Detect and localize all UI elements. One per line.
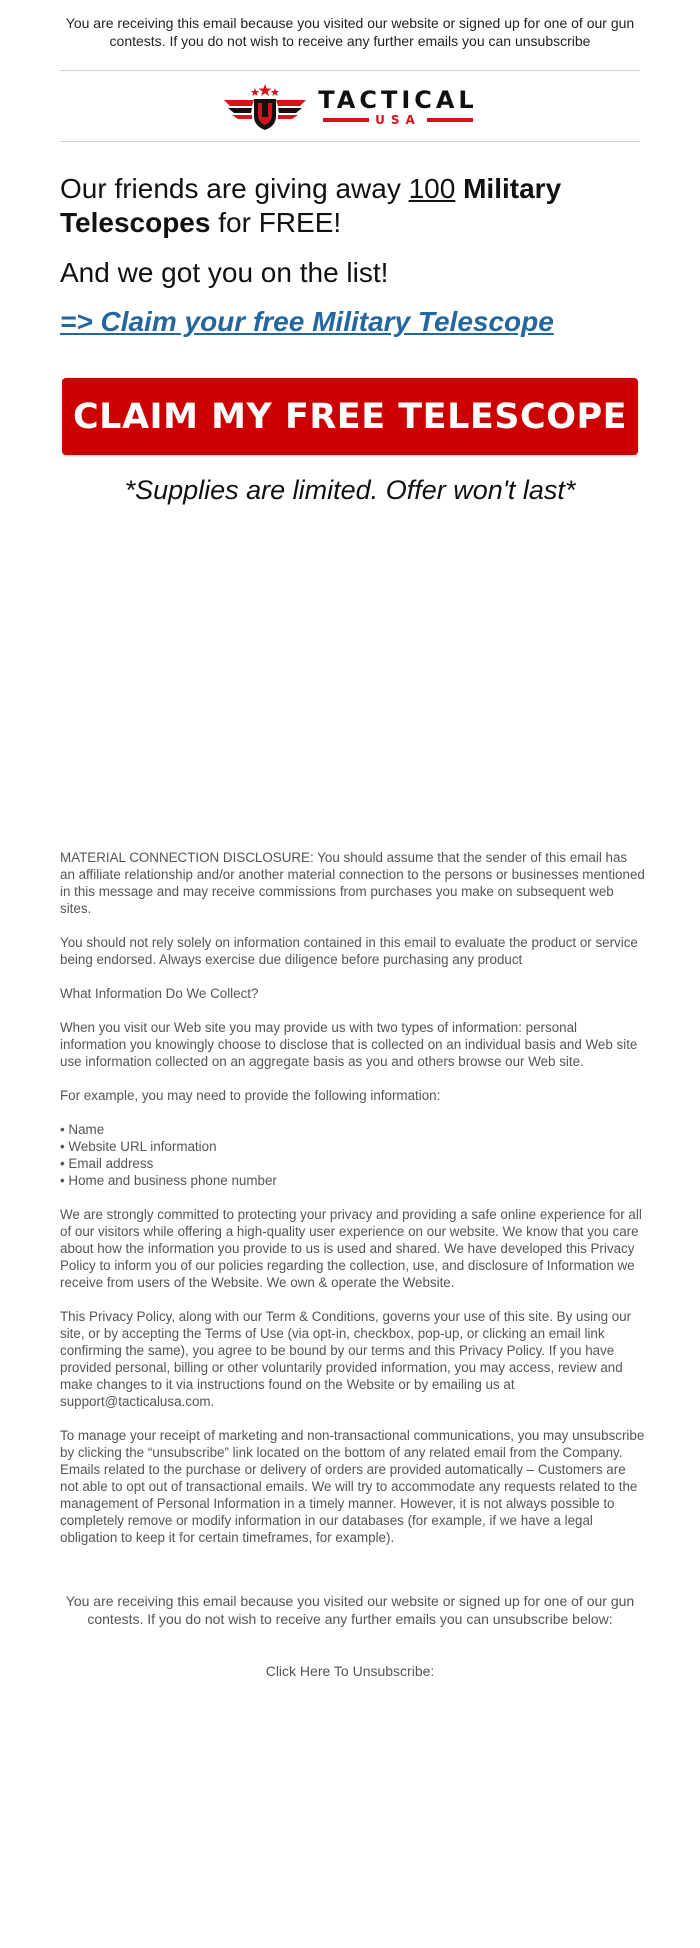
- logo-divider: [60, 141, 640, 142]
- headline-bold: Military Telescopes: [60, 173, 562, 238]
- list-item: • Name: [60, 1121, 645, 1138]
- logo-bar-right: [427, 118, 473, 122]
- eagle-emblem-icon: [222, 82, 308, 132]
- unsubscribe-link[interactable]: Click Here To Unsubscribe:: [265, 1663, 435, 1679]
- collected-info-list: [60, 1121, 645, 1189]
- logo-wordmark: [318, 88, 477, 126]
- disclosure-section: [60, 849, 645, 1563]
- headline-part2: for FREE!: [210, 207, 342, 238]
- disclosure-paragraph: For example, you may need to provide the following information:: [60, 1088, 441, 1103]
- claim-telescope-link[interactable]: => Claim your free Military Telescope: [60, 306, 554, 337]
- supplies-limited-note: *Supplies are limited. Offer won't last*: [124, 475, 576, 505]
- claim-telescope-button[interactable]: CLAIM MY FREE TELESCOPE: [62, 378, 638, 455]
- disclosure-paragraph: You should not rely solely on information contained in this email to evaluate the product or service being endorsed. Always exercise due diligence before purchasing any product: [60, 935, 638, 967]
- logo-row: [60, 82, 640, 132]
- list-item: • Home and business phone number: [60, 1172, 645, 1189]
- disclosure-paragraph: MATERIAL CONNECTION DISCLOSURE: You should assume that the sender of this email has an affiliate relationship and/or another material connection to the persons or businesses mentioned in this message and may receive commissions from purchases you make on subsequent web sites.: [60, 850, 645, 916]
- top-divider: [60, 70, 640, 71]
- headline-part1: Our friends are giving away: [60, 173, 409, 204]
- subheadline: And we got you on the list!: [60, 257, 389, 288]
- tactical-usa-logo[interactable]: [222, 82, 477, 132]
- logo-sub-text: USA: [375, 113, 421, 127]
- top-notice: You are receiving this email because you visited our website or signed up for one of our gun contests. If you do not wish to receive any further emails you can unsubscribe: [65, 15, 635, 49]
- disclosure-heading: What Information Do We Collect?: [60, 986, 259, 1001]
- headline-number: 100: [408, 173, 456, 204]
- disclosure-paragraph: To manage your receipt of marketing and non-transactional communications, you may unsubscribe by clicking the “unsubscribe” link located on the bottom of any related email from the Company. Emails related to the purchase or delivery of orders are provided automatically – Customers are not able to opt out of transactional emails. We will try to accommodate any requests related to the management of Personal Information in a timely manner. However, it is not always possible to completely remove or modify information in our databases (for example, if we have a legal obligation to keep it for certain timeframes, for example).: [60, 1428, 645, 1545]
- disclosure-paragraph: When you visit our Web site you may provide us with two types of information: personal information you knowingly choose to disclose that is collected on an individual basis and Web site use information collected on an aggregate basis as you and others browse our Web site.: [60, 1020, 638, 1069]
- logo-bar-left: [323, 118, 369, 122]
- logo-sub-row: [323, 114, 473, 126]
- logo-main-text: TACTICAL: [318, 86, 478, 114]
- bottom-notice: You are receiving this email because you visited our website or signed up for one of our gun contests. If you do not wish to receive any further emails you can unsubscribe below:: [65, 1593, 635, 1627]
- disclosure-paragraph: This Privacy Policy, along with our Term & Conditions, governs your use of this site. By using our site, or by accepting the Terms of Use (via opt-in, checkbox, pop-up, or clicking an email link confirming the same), you agree to be bound by our terms and this Privacy Policy. If you have provided personal, billing or other voluntarily provided information, you may access, review and make changes to it via instructions found on the Website or by emailing us at support@tacticalusa.com.: [60, 1309, 632, 1409]
- list-item: • Website URL information: [60, 1138, 645, 1155]
- disclosure-paragraph: We are strongly committed to protecting your privacy and providing a safe online experience for all of our visitors while offering a high-quality user experience on our website. We know that you care about how the information you provide to us is used and shared. We have developed this Privacy Policy to inform you of our policies regarding the collection, use, and disclosure of Information we receive from users of the Website. We own & operate the Website.: [60, 1207, 642, 1290]
- headline: [60, 172, 640, 240]
- list-item: • Email address: [60, 1155, 645, 1172]
